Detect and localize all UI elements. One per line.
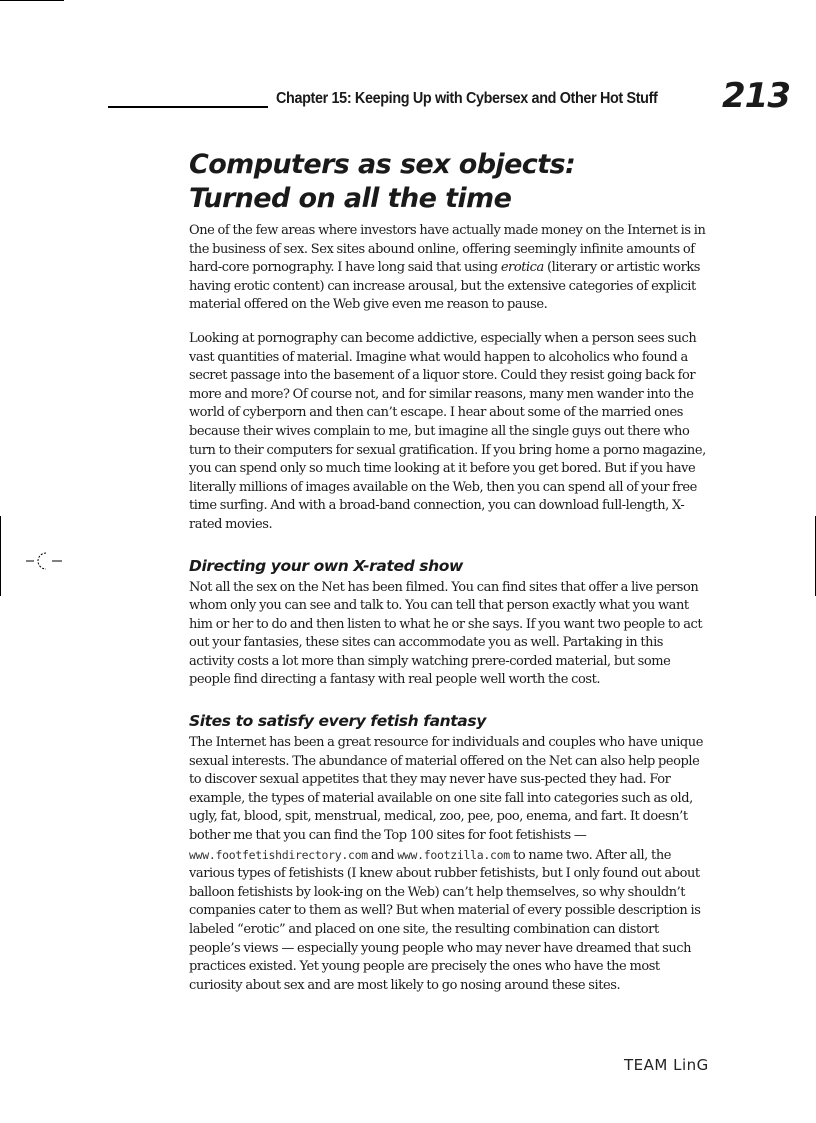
subheading-fetish: Sites to satisfy every fetish fantasy xyxy=(189,712,486,731)
paragraph-text: (literary or artistic works having erotic content) can increase arousal, but the extensive categories of explicit material offered on the Web give even me reason to pause. xyxy=(189,260,701,313)
chapter-title: Chapter 15: Keeping Up with Cybersex and Other Hot Stuff xyxy=(276,90,658,107)
page-number: 213 xyxy=(722,76,790,116)
section-title-line1: Computers as sex objects: xyxy=(189,149,576,180)
running-header xyxy=(108,78,792,118)
subheading-directing: Directing your own X-rated show xyxy=(189,556,463,575)
erotica-term: erotica xyxy=(500,260,544,276)
paragraph-directing: Not all the sex on the Net has been filmed. You can find sites that offer a live person whom only you can see and talk to. You can tell that person exactly what you want him or her to do and then listen to what he or she says. If you want two people to act out your fantasies, these sites can accommodate you as well. Partaking in this activity costs a lot more than simply watching prere-corded material, but some people find directing a fantasy with real people well worth the cost. xyxy=(189,579,703,688)
registration-mark-icon xyxy=(26,550,62,572)
paragraph-text: to name two. After all, the various types of fetishists (I knew about rubber fetishists, but I only found out about balloon fetishists by look-ing on the Web) can’t help themselves, so why shouldn’t companies cater to them as well? But when material of every possible description is labeled “erotic” and placed on one site, the resulting combination can distort people’s views — especially young people who may never have dreamed that such practices existed. Yet young people are precisely the ones who have the most curiosity about sex and are most likely to go nosing around these sites. xyxy=(189,847,701,993)
paragraph-text: The Internet has been a great resource for individuals and couples who have unique sexual interests. The abundance of material offered on the Net can also help people to discover sexual appetites that they may never have sus-pected they had. For example, the types of material available on one site fall into categories such as old, ugly, fat, blood, spit, menstrual, medical, zoo, pee, poo, enema, and fart. It doesn’t bother me that you can find the Top 100 sites for foot fetishists — xyxy=(189,735,703,844)
watermark: TEAM LinG xyxy=(624,1056,709,1074)
paragraph-text: and xyxy=(367,847,398,863)
paragraph-fetish xyxy=(189,734,709,995)
crop-mark-left xyxy=(0,516,1,596)
crop-mark-top xyxy=(0,0,64,1)
url-footfetishdirectory[interactable]: www.footfetishdirectory.com xyxy=(189,847,368,862)
page-content xyxy=(189,148,709,1010)
paragraph-text: One of the few areas where investors have actually made money on the Internet is in the business of sex. Sex sites abound online, offering seemingly infinite amounts of hard-core pornography. I have long said that using xyxy=(189,223,706,276)
section-title xyxy=(189,148,709,216)
header-rule xyxy=(108,106,268,108)
paragraph-erotica xyxy=(189,222,709,315)
url-footzilla[interactable]: www.footzilla.com xyxy=(397,847,510,862)
paragraph-addiction: Looking at pornography can become addictive, especially when a person sees such vast quantities of material. Imagine what would happen to alcoholics who found a secret passage into the basement of a liquor store. Could they resist going back for more and more? Of course not, and for similar reasons, many men wander into the world of cyberporn and then can’t escape. I hear about some of the married ones because their wives complain to me, but imagine all the single guys out there who turn to their computers for sexual gratification. If you bring home a porno magazine, you can spend only so much time looking at it before you get bored. But if you have literally millions of images available on the Web, then you can spend all of your free time surfing. And with a broad-band connection, you can download full-length, X-rated movies. xyxy=(189,330,706,532)
section-title-line2: Turned on all the time xyxy=(189,183,512,214)
